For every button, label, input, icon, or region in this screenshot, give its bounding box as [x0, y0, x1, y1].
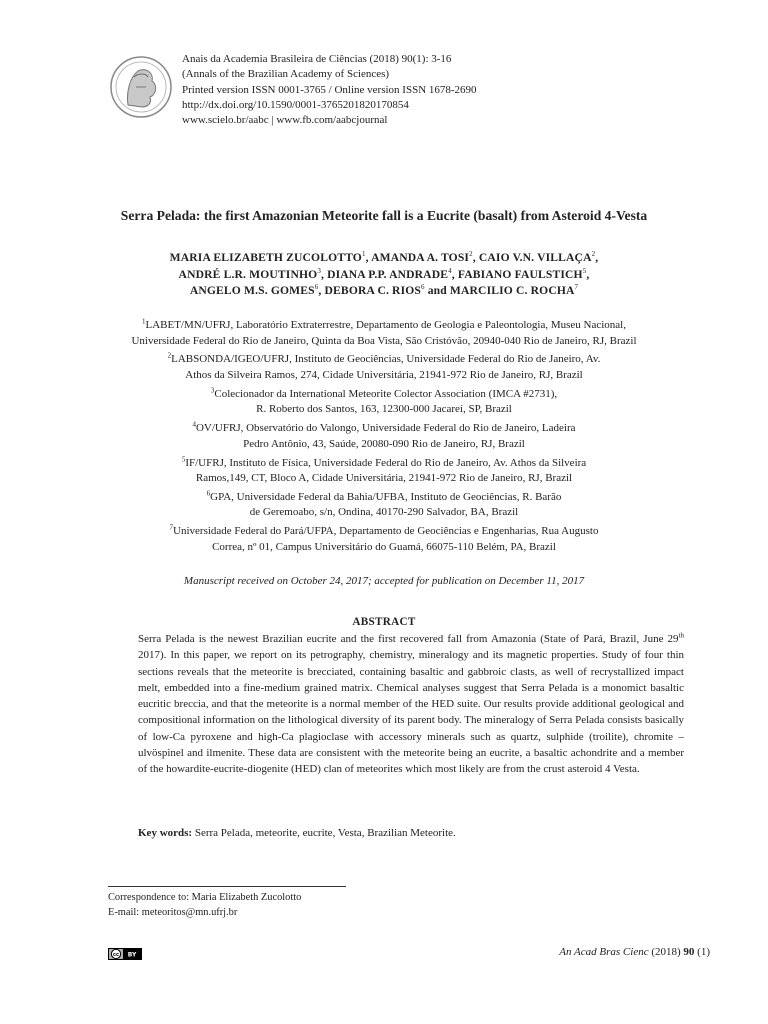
journal-name-line: Anais da Academia Brasileira de Ciências (2018) 90(1): 3-16 — [182, 53, 452, 65]
journal-links-line[interactable]: www.scielo.br/aabc | www.fb.com/aabcjournal — [182, 114, 388, 127]
author-affiliation-mark: 4 — [448, 266, 452, 275]
affiliation-1 — [0, 318, 768, 349]
author-line-1 — [0, 250, 768, 267]
footnote-divider — [108, 886, 346, 887]
affiliation-mark: 5 — [181, 454, 186, 463]
author-separator: , — [472, 251, 479, 264]
affiliation-mark: 1 — [141, 317, 146, 326]
correspondence-footnote — [108, 890, 301, 921]
footer-volume: 90 — [683, 946, 695, 958]
author-line-2 — [0, 267, 768, 284]
manuscript-dates: Manuscript received on October 24, 2017; accepted for publication on December 11, 2017 — [183, 575, 585, 587]
affiliation-text: GPA, Universidade Federal da Bahia/UFBA, Instituto de Geociências, R. Barão — [210, 490, 562, 503]
abstract-text-part: Serra Pelada is the newest Brazilian eucrite and the first recovered fall from Amazonia (State of Pará, Brazil, June 29 — [138, 633, 679, 645]
author-affiliation-mark: 6 — [314, 283, 319, 292]
affiliation-2 — [0, 352, 768, 383]
issn-line: Printed version ISSN 0001-3765 / Online version ISSN 1678-2690 — [182, 83, 477, 96]
abstract-text — [138, 631, 684, 778]
affiliation-text: R. Roberto dos Santos, 163, 12300-000 Jacareí, SP, Brazil — [256, 403, 512, 416]
affiliation-mark: 2 — [167, 351, 172, 360]
cc-badge-text: BY — [127, 951, 137, 959]
author-name: FABIANO FAULSTICH — [457, 267, 583, 281]
author-separator: , — [595, 251, 599, 264]
author-separator: , — [318, 284, 325, 297]
affiliation-text: Universidade Federal do Rio de Janeiro, Quinta da Boa Vista, São Cristóvão, 20940-040 Rio de Janeiro, RJ, Brazil — [131, 334, 637, 347]
affiliation-7 — [0, 524, 768, 555]
affiliation-text: Universidade Federal do Pará/UFPA, Departamento de Geociências e Engenharias, Rua Augusto — [173, 525, 599, 538]
author-affiliation-mark: 5 — [582, 266, 587, 275]
footer-journal: An Acad Bras Cienc — [559, 946, 649, 958]
affiliation-text: LABSONDA/IGEO/UFRJ, Instituto de Geociências, Universidade Federal do Rio de Janeiro, Av. — [171, 353, 601, 366]
doi-link[interactable]: http://dx.doi.org/10.1590/0001-3765201820170854 — [182, 98, 409, 111]
affiliation-mark: 4 — [192, 420, 196, 429]
ordinal-suffix: th — [678, 631, 684, 640]
journal-header — [182, 52, 477, 128]
author-separator: , — [320, 267, 328, 281]
affiliation-mark: 3 — [210, 386, 215, 395]
author-affiliation-mark: 3 — [317, 266, 321, 275]
affiliation-text: Athos da Silveira Ramos, 274, Cidade Universitária, 21941-972 Rio de Janeiro, RJ, Brazil — [185, 368, 583, 381]
author-name: CAIO V.N. VILLAÇA — [478, 251, 592, 264]
author-name: MARIA ELIZABETH ZUCOLOTTO — [169, 251, 362, 264]
svg-text:cc: cc — [113, 952, 119, 958]
author-name: MARCILIO C. ROCHA — [449, 284, 575, 297]
affiliation-text: de Geremoabo, s/n, Ondina, 40170-290 Salvador, BA, Brazil — [249, 506, 519, 519]
affiliation-text: OV/UFRJ, Observatório do Valongo, Universidade Federal do Rio de Janeiro, Ladeira — [195, 422, 576, 435]
author-separator: , — [586, 267, 590, 281]
paper-title: Serra Pelada: the first Amazonian Meteorite fall is a Eucrite (basalt) from Asteroid 4-Vesta — [120, 208, 648, 223]
affiliation-text: Correa, nº 01, Campus Universitário do Guamá, 66075-110 Belém, PA, Brazil — [212, 540, 556, 553]
affiliation-6 — [0, 490, 768, 521]
keywords-label: Key words: — [138, 827, 193, 839]
author-name: ANGELO M.S. GOMES — [189, 284, 315, 297]
author-affiliation-mark: 6 — [421, 283, 425, 292]
affiliation-3 — [0, 387, 768, 418]
abstract-text-part: 2017). In this paper, we report on its petrography, chemistry, mineralogy and its magnetic properties. Study of four thin sections reveals that the meteorite is brecciated, containing basaltic and gabbroic clasts, as well of recrystallized impact melt, embedded into a fine-medium grained matrix. Chemical analyses suggest that Serra Pelada is a monomict basaltic eucritic breccia, and that the meteorite is a normal member of the HED suite. Our results provide additional geological and compositional information on the lithological diversity of its parent body. The mineralogy of Serra Pelada consists basically of low-Ca pyroxene and high-Ca plagioclase with accessory minerals such as quartz, sulphide (troilite), chromite – ulvöspinel and ilmenite. These data are consistent with the meteorite being an eucrite, a basaltic achondrite and a member of the howardite-eucrite-diogenite (HED) clan of meteorites which most likely are from the crust asteroid 4 Vesta. — [138, 649, 684, 776]
affiliation-4 — [0, 421, 768, 452]
abstract-heading: ABSTRACT — [352, 616, 416, 628]
author-affiliation-mark: 2 — [469, 250, 473, 259]
correspondence-line: Correspondence to: Maria Elizabeth Zucolotto — [108, 892, 302, 903]
author-separator: and — [424, 284, 450, 297]
footer-issue: (1) — [694, 946, 710, 958]
author-affiliation-mark: 1 — [361, 250, 366, 259]
affiliation-mark: 6 — [206, 489, 211, 498]
author-separator: , — [451, 267, 458, 281]
affiliation-5 — [0, 456, 768, 487]
journal-seal-logo — [108, 47, 174, 127]
author-name: DIANA P.P. ANDRADE — [327, 267, 449, 281]
author-name: AMANDA A. TOSI — [371, 251, 470, 264]
affiliation-text: Ramos,149, CT, Bloco A, Cidade Universitária, 21941-972 Rio de Janeiro, RJ, Brazil — [195, 472, 573, 485]
author-list — [0, 250, 768, 300]
keywords — [138, 827, 684, 839]
footer-year: (2018) — [648, 946, 684, 958]
affiliation-text: LABET/MN/UFRJ, Laboratório Extraterrestre, Departamento de Geologia e Paleontologia, Museu Nacional, — [145, 319, 626, 331]
affiliation-list — [0, 318, 768, 559]
affiliation-text: Colecionador da International Meteorite Colector Association (IMCA #2731), — [214, 387, 558, 400]
author-separator: , — [365, 251, 372, 264]
author-name: ANDRÉ L.R. MOUTINHO — [178, 267, 318, 281]
footer-citation — [559, 946, 710, 958]
author-line-3 — [0, 283, 768, 300]
author-affiliation-mark: 2 — [591, 250, 596, 259]
email-line[interactable]: E-mail: meteoritos@mn.ufrj.br — [108, 907, 238, 919]
cc-by-icon[interactable] — [108, 948, 142, 960]
keywords-text: Serra Pelada, meteorite, eucrite, Vesta, Brazilian Meteorite. — [192, 827, 456, 839]
affiliation-text: IF/UFRJ, Instituto de Física, Universidade Federal do Rio de Janeiro, Av. Athos da Silveira — [185, 456, 587, 469]
affiliation-mark: 7 — [169, 523, 174, 532]
author-name: DEBORA C. RIOS — [324, 284, 422, 297]
journal-english-name-line: (Annals of the Brazilian Academy of Sciences) — [182, 68, 390, 81]
author-affiliation-mark: 7 — [574, 283, 579, 292]
affiliation-text: Pedro Antônio, 43, Saúde, 20080-090 Rio de Janeiro, RJ, Brazil — [243, 437, 525, 450]
